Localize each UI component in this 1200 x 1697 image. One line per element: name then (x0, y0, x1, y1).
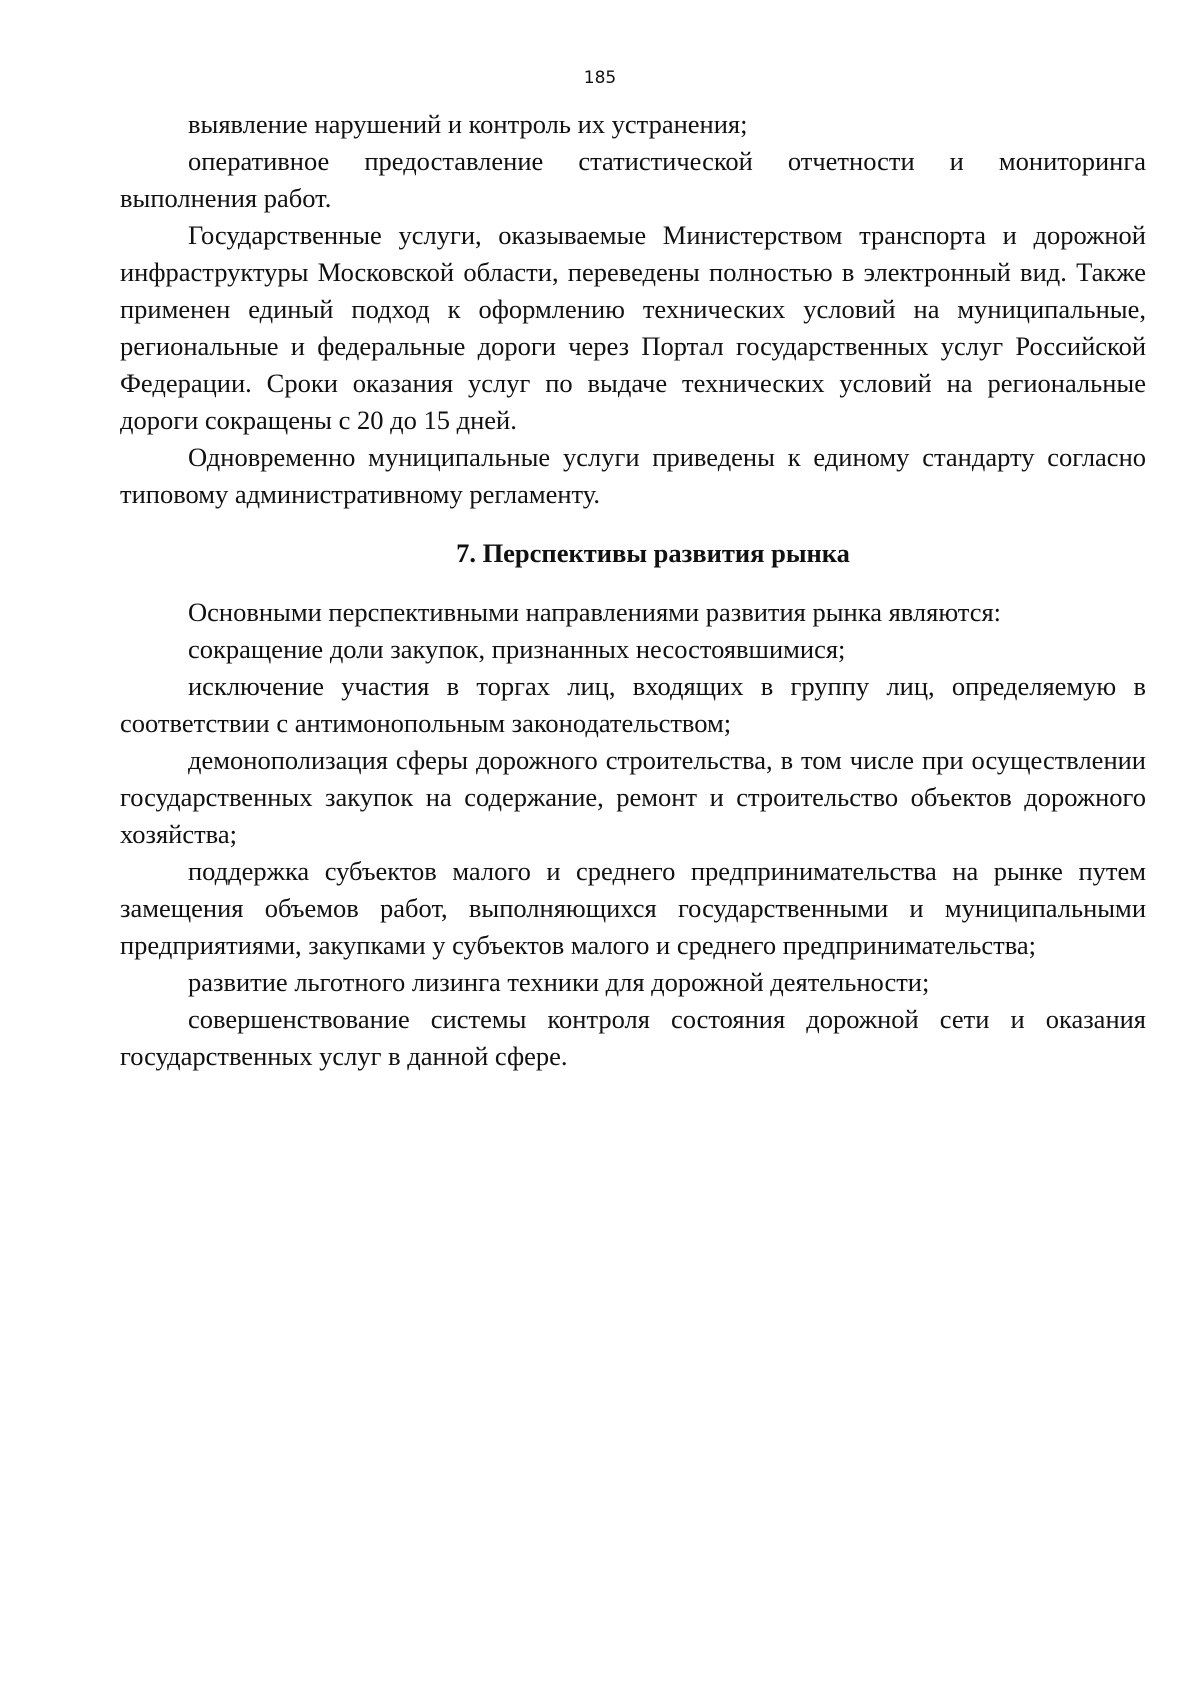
paragraph: сокращение доли закупок, признанных несостоявшимися; (188, 634, 846, 664)
paragraph: Основными перспективными направлениями развития рынка являются: (188, 597, 1002, 627)
paragraph: Государственные услуги, оказываемые Министерством транспорта и дорожной инфраструктуры Московской области, переведены полностью в электронный вид. Также применен единый подход к оформлению технических условий на муниципальные, региональные и федеральные дороги через Портал государственных услуг Российской Федерации. Сроки оказания услуг по выдаче технических условий на региональные дороги сокращены с 20 до 15 дней. (120, 220, 1146, 435)
paragraph: Одновременно муниципальные услуги приведены к единому стандарту согласно типовому административному регламенту. (120, 442, 1146, 509)
paragraph: выявление нарушений и контроль их устранения; (188, 109, 748, 139)
page-number: 185 (583, 68, 617, 88)
paragraph: поддержка субъектов малого и среднего предпринимательства на рынке путем замещения объемов работ, выполняющихся государственными и муниципальными предприятиями, закупками у субъектов малого и среднего предпринимательства; (120, 856, 1146, 960)
paragraph: оперативное предоставление статистической отчетности и мониторинга выполнения работ. (120, 146, 1146, 213)
paragraph: развитие льготного лизинга техники для дорожной деятельности; (188, 967, 930, 997)
paragraph: совершенствование системы контроля состояния дорожной сети и оказания государственных услуг в данной сфере. (120, 1004, 1146, 1071)
section-heading: 7. Перспективы развития рынка (456, 538, 850, 568)
paragraph: исключение участия в торгах лиц, входящих в группу лиц, определяемую в соответствии с антимонопольным законодательством; (120, 671, 1146, 738)
paragraph: демонополизация сферы дорожного строительства, в том числе при осуществлении государственных закупок на содержание, ремонт и строительство объектов дорожного хозяйства; (120, 745, 1146, 849)
document-body (120, 106, 1146, 1075)
